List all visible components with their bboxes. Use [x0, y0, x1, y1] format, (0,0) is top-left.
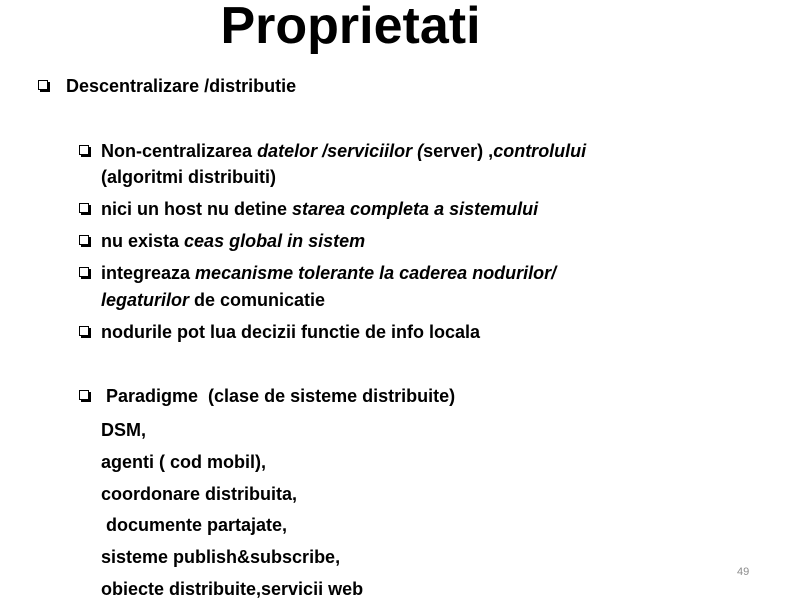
- square-bullet-icon: [79, 326, 89, 336]
- page-number: 49: [737, 566, 750, 578]
- property-text-italic: datelor /serviciilor (: [257, 141, 424, 161]
- property-item: [79, 198, 539, 220]
- property-text: [101, 198, 538, 220]
- square-bullet-icon: [38, 80, 48, 90]
- paradigm-item: [101, 546, 341, 568]
- property-text-italic: legaturilor: [101, 290, 190, 310]
- property-text-continuation: [101, 289, 325, 311]
- property-text-italic: controlului: [493, 141, 587, 161]
- property-text: [101, 230, 365, 252]
- property-text-plain: Non-centralizarea: [101, 141, 258, 161]
- section-heading-row: [38, 75, 297, 97]
- property-text-plain: nu exista: [101, 231, 185, 251]
- property-text-plain: de comunicatie: [189, 290, 326, 310]
- paradigm-text: DSM,: [101, 420, 146, 440]
- square-bullet-icon: [79, 145, 89, 155]
- paradigms-heading: Paradigme (clase de sisteme distribuite): [101, 386, 456, 406]
- property-text-plain: nici un host nu detine: [101, 199, 292, 219]
- paradigm-text: agenti ( cod mobil),: [101, 452, 266, 472]
- property-text-plain: server) ,: [423, 141, 494, 161]
- square-bullet-icon: [79, 390, 89, 400]
- square-bullet-icon: [79, 235, 89, 245]
- property-text: nodurile pot lua decizii functie de info locala: [101, 322, 481, 342]
- square-bullet-icon: [79, 267, 89, 277]
- property-text-italic: starea completa a sistemului: [292, 199, 539, 219]
- slide-title: Proprietati: [220, 0, 481, 55]
- paradigm-text: coordonare distribuita,: [101, 484, 298, 504]
- paradigm-text: documente partajate,: [101, 515, 288, 535]
- property-item: [79, 230, 366, 252]
- paradigm-item: [101, 483, 298, 505]
- property-item: [79, 321, 481, 343]
- property-text: [101, 262, 556, 284]
- property-item-continuation: [101, 166, 276, 188]
- section-heading: Descentralizare /distributie: [66, 76, 297, 96]
- property-text-italic: mecanisme tolerante la caderea nodurilor/: [195, 263, 557, 283]
- paradigm-item: [101, 514, 288, 536]
- square-bullet-icon: [79, 203, 89, 213]
- paradigm-item: [101, 578, 364, 600]
- paradigm-item: [101, 451, 266, 473]
- property-item-continuation: [101, 289, 326, 311]
- paradigm-text: sisteme publish&subscribe,: [101, 547, 341, 567]
- paradigm-item: [101, 419, 146, 441]
- property-text-continuation: (algoritmi distribuiti): [101, 167, 276, 187]
- property-text: [101, 140, 586, 162]
- property-item: [79, 140, 587, 162]
- paradigms-heading-row: [79, 385, 456, 407]
- property-item: [79, 262, 557, 284]
- paradigm-text: obiecte distribuite,servicii web: [101, 579, 364, 599]
- property-text-italic: ceas global in sistem: [184, 231, 366, 251]
- property-text-plain: integreaza: [101, 263, 196, 283]
